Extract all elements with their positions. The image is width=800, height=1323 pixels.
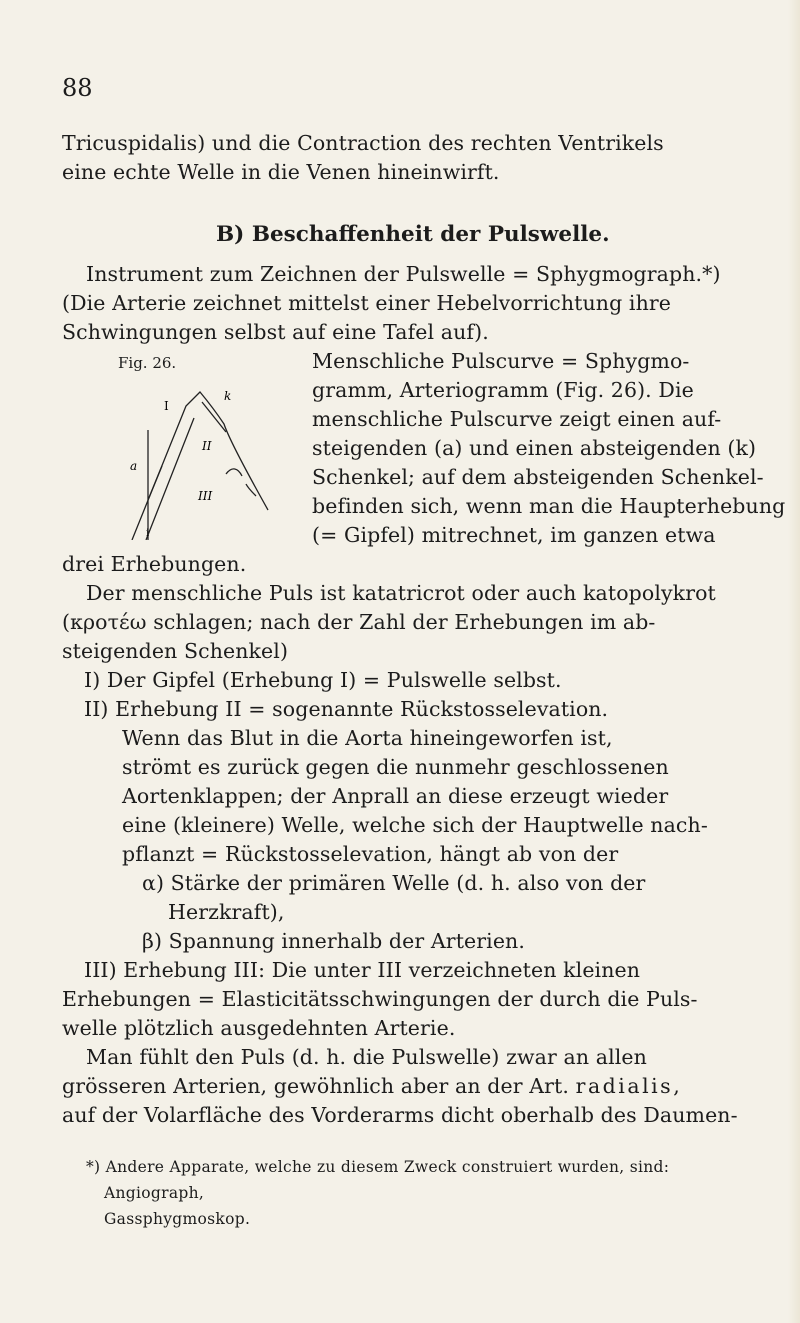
text-line: Aortenklappen; der Anprall an diese erzeugt wieder: [122, 784, 669, 808]
pulse-curve-figure: [128, 370, 278, 540]
footnote-line: *) Andere Apparate, welche zu diesem Zweck construiert wurden, sind:: [86, 1158, 670, 1176]
text-line: drei Erhebungen.: [62, 552, 247, 576]
text-line: Herzkraft),: [168, 900, 285, 924]
emphasized-term: radialis,: [575, 1074, 683, 1098]
figure-label-I: I: [164, 399, 169, 413]
text-line: steigenden (a) und einen absteigenden (k): [312, 436, 757, 460]
text-line: Wenn das Blut in die Aorta hineingeworfen ist,: [122, 726, 613, 750]
page-number: 88: [62, 74, 93, 102]
figure-label-II: II: [202, 439, 212, 453]
text-line: steigenden Schenkel): [62, 639, 289, 663]
section-heading: B) Beschaffenheit der Pulswelle.: [216, 222, 610, 247]
text-line: menschliche Pulscurve zeigt einen auf-: [312, 407, 722, 431]
figure-label-k: k: [224, 389, 232, 403]
text-line: II) Erhebung II = sogenannte Rückstosselevation.: [84, 697, 609, 721]
text-line: Schenkel; auf dem absteigenden Schenkel-: [312, 465, 764, 489]
figure-caption: Fig. 26.: [118, 354, 177, 372]
text-line: Instrument zum Zeichnen der Pulswelle = Sphygmograph.*): [86, 262, 721, 286]
text-line: (= Gipfel) mitrechnet, im ganzen etwa: [312, 523, 716, 547]
text-line: auf der Volarfläche des Vorderarms dicht oberhalb des Daumen-: [62, 1103, 738, 1127]
page-edge: [788, 0, 800, 1323]
figure-label-a: a: [130, 459, 138, 473]
text-line: pflanzt = Rückstosselevation, hängt ab von der: [122, 842, 619, 866]
text-line: Tricuspidalis) und die Contraction des rechten Ventrikels: [62, 131, 664, 155]
figure-label-i: i: [146, 528, 150, 539]
text-line: Schwingungen selbst auf eine Tafel auf).: [62, 320, 489, 344]
text-line: eine (kleinere) Welle, welche sich der Hauptwelle nach-: [122, 813, 708, 837]
text-line: III) Erhebung III: Die unter III verzeichneten kleinen: [84, 958, 641, 982]
text-line: (κροτέω schlagen; nach der Zahl der Erhebungen im ab-: [62, 610, 656, 634]
text-line: β) Spannung innerhalb der Arterien.: [142, 929, 525, 953]
text-line: strömt es zurück gegen die nunmehr geschlossenen: [122, 755, 669, 779]
text-line: Erhebungen = Elasticitätsschwingungen der durch die Puls-: [62, 987, 698, 1011]
text-line: welle plötzlich ausgedehnten Arterie.: [62, 1016, 456, 1040]
text-line: (Die Arterie zeichnet mittelst einer Hebelvorrichtung ihre: [62, 291, 672, 315]
text-line: Der menschliche Puls ist katatricrot oder auch katopolykrot: [86, 581, 716, 605]
footnote-line: Gassphygmoskop.: [104, 1210, 251, 1228]
pulse-curve: [132, 392, 268, 540]
text-line: befinden sich, wenn man die Haupterhebung: [312, 494, 786, 518]
text-line: I) Der Gipfel (Erhebung I) = Pulswelle selbst.: [84, 668, 562, 692]
text-line: Man fühlt den Puls (d. h. die Pulswelle) zwar an allen: [86, 1045, 647, 1069]
text-line: [62, 1074, 682, 1098]
footnote-line: Angiograph,: [104, 1184, 205, 1202]
figure-label-III: III: [198, 489, 213, 503]
text-line: gramm, Arteriogramm (Fig. 26). Die: [312, 378, 694, 402]
text-segment: grösseren Arterien, gewöhnlich aber an der Art.: [62, 1074, 570, 1098]
text-line: Menschliche Pulscurve = Sphygmo-: [312, 349, 690, 373]
text-line: eine echte Welle in die Venen hineinwirft.: [62, 160, 500, 184]
text-line: α) Stärke der primären Welle (d. h. also von der: [142, 871, 646, 895]
